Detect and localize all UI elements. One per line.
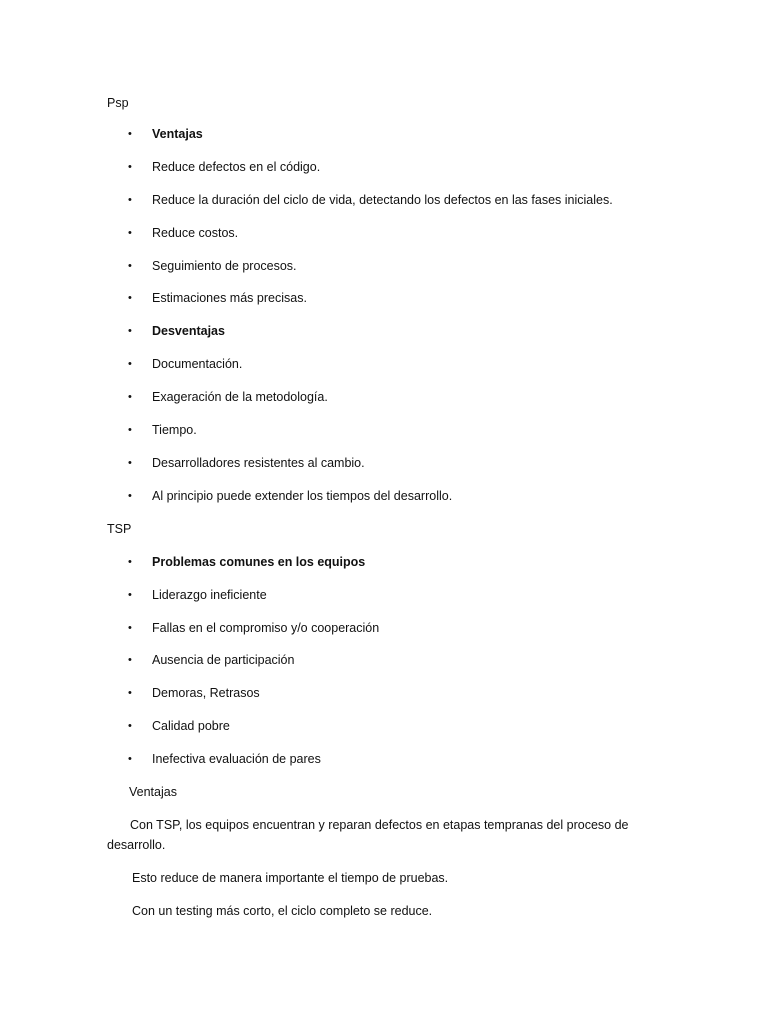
list-item-text: Reduce costos. xyxy=(152,226,239,240)
bullet-icon: • xyxy=(128,391,132,403)
list-item-text: Ventajas xyxy=(152,127,203,141)
list-item-text: Inefectiva evaluación de pares xyxy=(152,752,321,766)
bullet-icon: • xyxy=(128,654,132,666)
list-item-text: Documentación. xyxy=(152,357,243,371)
bullet-icon: • xyxy=(128,490,132,502)
ventajas-label: Ventajas xyxy=(129,785,177,799)
psp-heading: Psp xyxy=(107,96,129,110)
tsp-heading: TSP xyxy=(107,522,132,536)
list-item-text: Reduce defectos en el código. xyxy=(152,160,321,174)
bullet-icon: • xyxy=(128,556,132,568)
list-item-text: Calidad pobre xyxy=(152,719,230,733)
bullet-icon: • xyxy=(128,457,132,469)
paragraph: Con TSP, los equipos encuentran y reparan defectos en etapas tempranas del proceso de desarrollo. xyxy=(107,818,629,852)
list-item-text: Seguimiento de procesos. xyxy=(152,259,297,273)
bullet-icon: • xyxy=(128,161,132,173)
list-item-text: Ausencia de participación xyxy=(152,653,295,667)
list-item-text: Exageración de la metodología. xyxy=(152,390,328,404)
list-item-text: Estimaciones más precisas. xyxy=(152,291,307,305)
list-item-text: Fallas en el compromiso y/o cooperación xyxy=(152,621,380,635)
bullet-icon: • xyxy=(128,292,132,304)
bullet-icon: • xyxy=(128,424,132,436)
list-item-text: Desventajas xyxy=(152,324,225,338)
bullet-icon: • xyxy=(128,325,132,337)
bullet-icon: • xyxy=(128,720,132,732)
list-item-text: Desarrolladores resistentes al cambio. xyxy=(152,456,365,470)
list-item-text: Problemas comunes en los equipos xyxy=(152,555,366,569)
bullet-icon: • xyxy=(128,358,132,370)
list-item-text: Al principio puede extender los tiempos del desarrollo. xyxy=(152,489,453,503)
bullet-icon: • xyxy=(128,194,132,206)
list-item-text: Liderazgo ineficiente xyxy=(152,588,267,602)
list-item-text: Reduce la duración del ciclo de vida, detectando los defectos en las fases iniciales. xyxy=(152,193,613,207)
bullet-icon: • xyxy=(128,227,132,239)
bullet-icon: • xyxy=(128,753,132,765)
bullet-icon: • xyxy=(128,687,132,699)
list-item-text: Demoras, Retrasos xyxy=(152,686,260,700)
bullet-icon: • xyxy=(128,128,132,140)
bullet-icon: • xyxy=(128,589,132,601)
paragraph: Esto reduce de manera importante el tiempo de pruebas. xyxy=(132,871,449,885)
paragraph: Con un testing más corto, el ciclo completo se reduce. xyxy=(132,904,433,918)
bullet-icon: • xyxy=(128,260,132,272)
list-item-text: Tiempo. xyxy=(152,423,197,437)
bullet-icon: • xyxy=(128,622,132,634)
